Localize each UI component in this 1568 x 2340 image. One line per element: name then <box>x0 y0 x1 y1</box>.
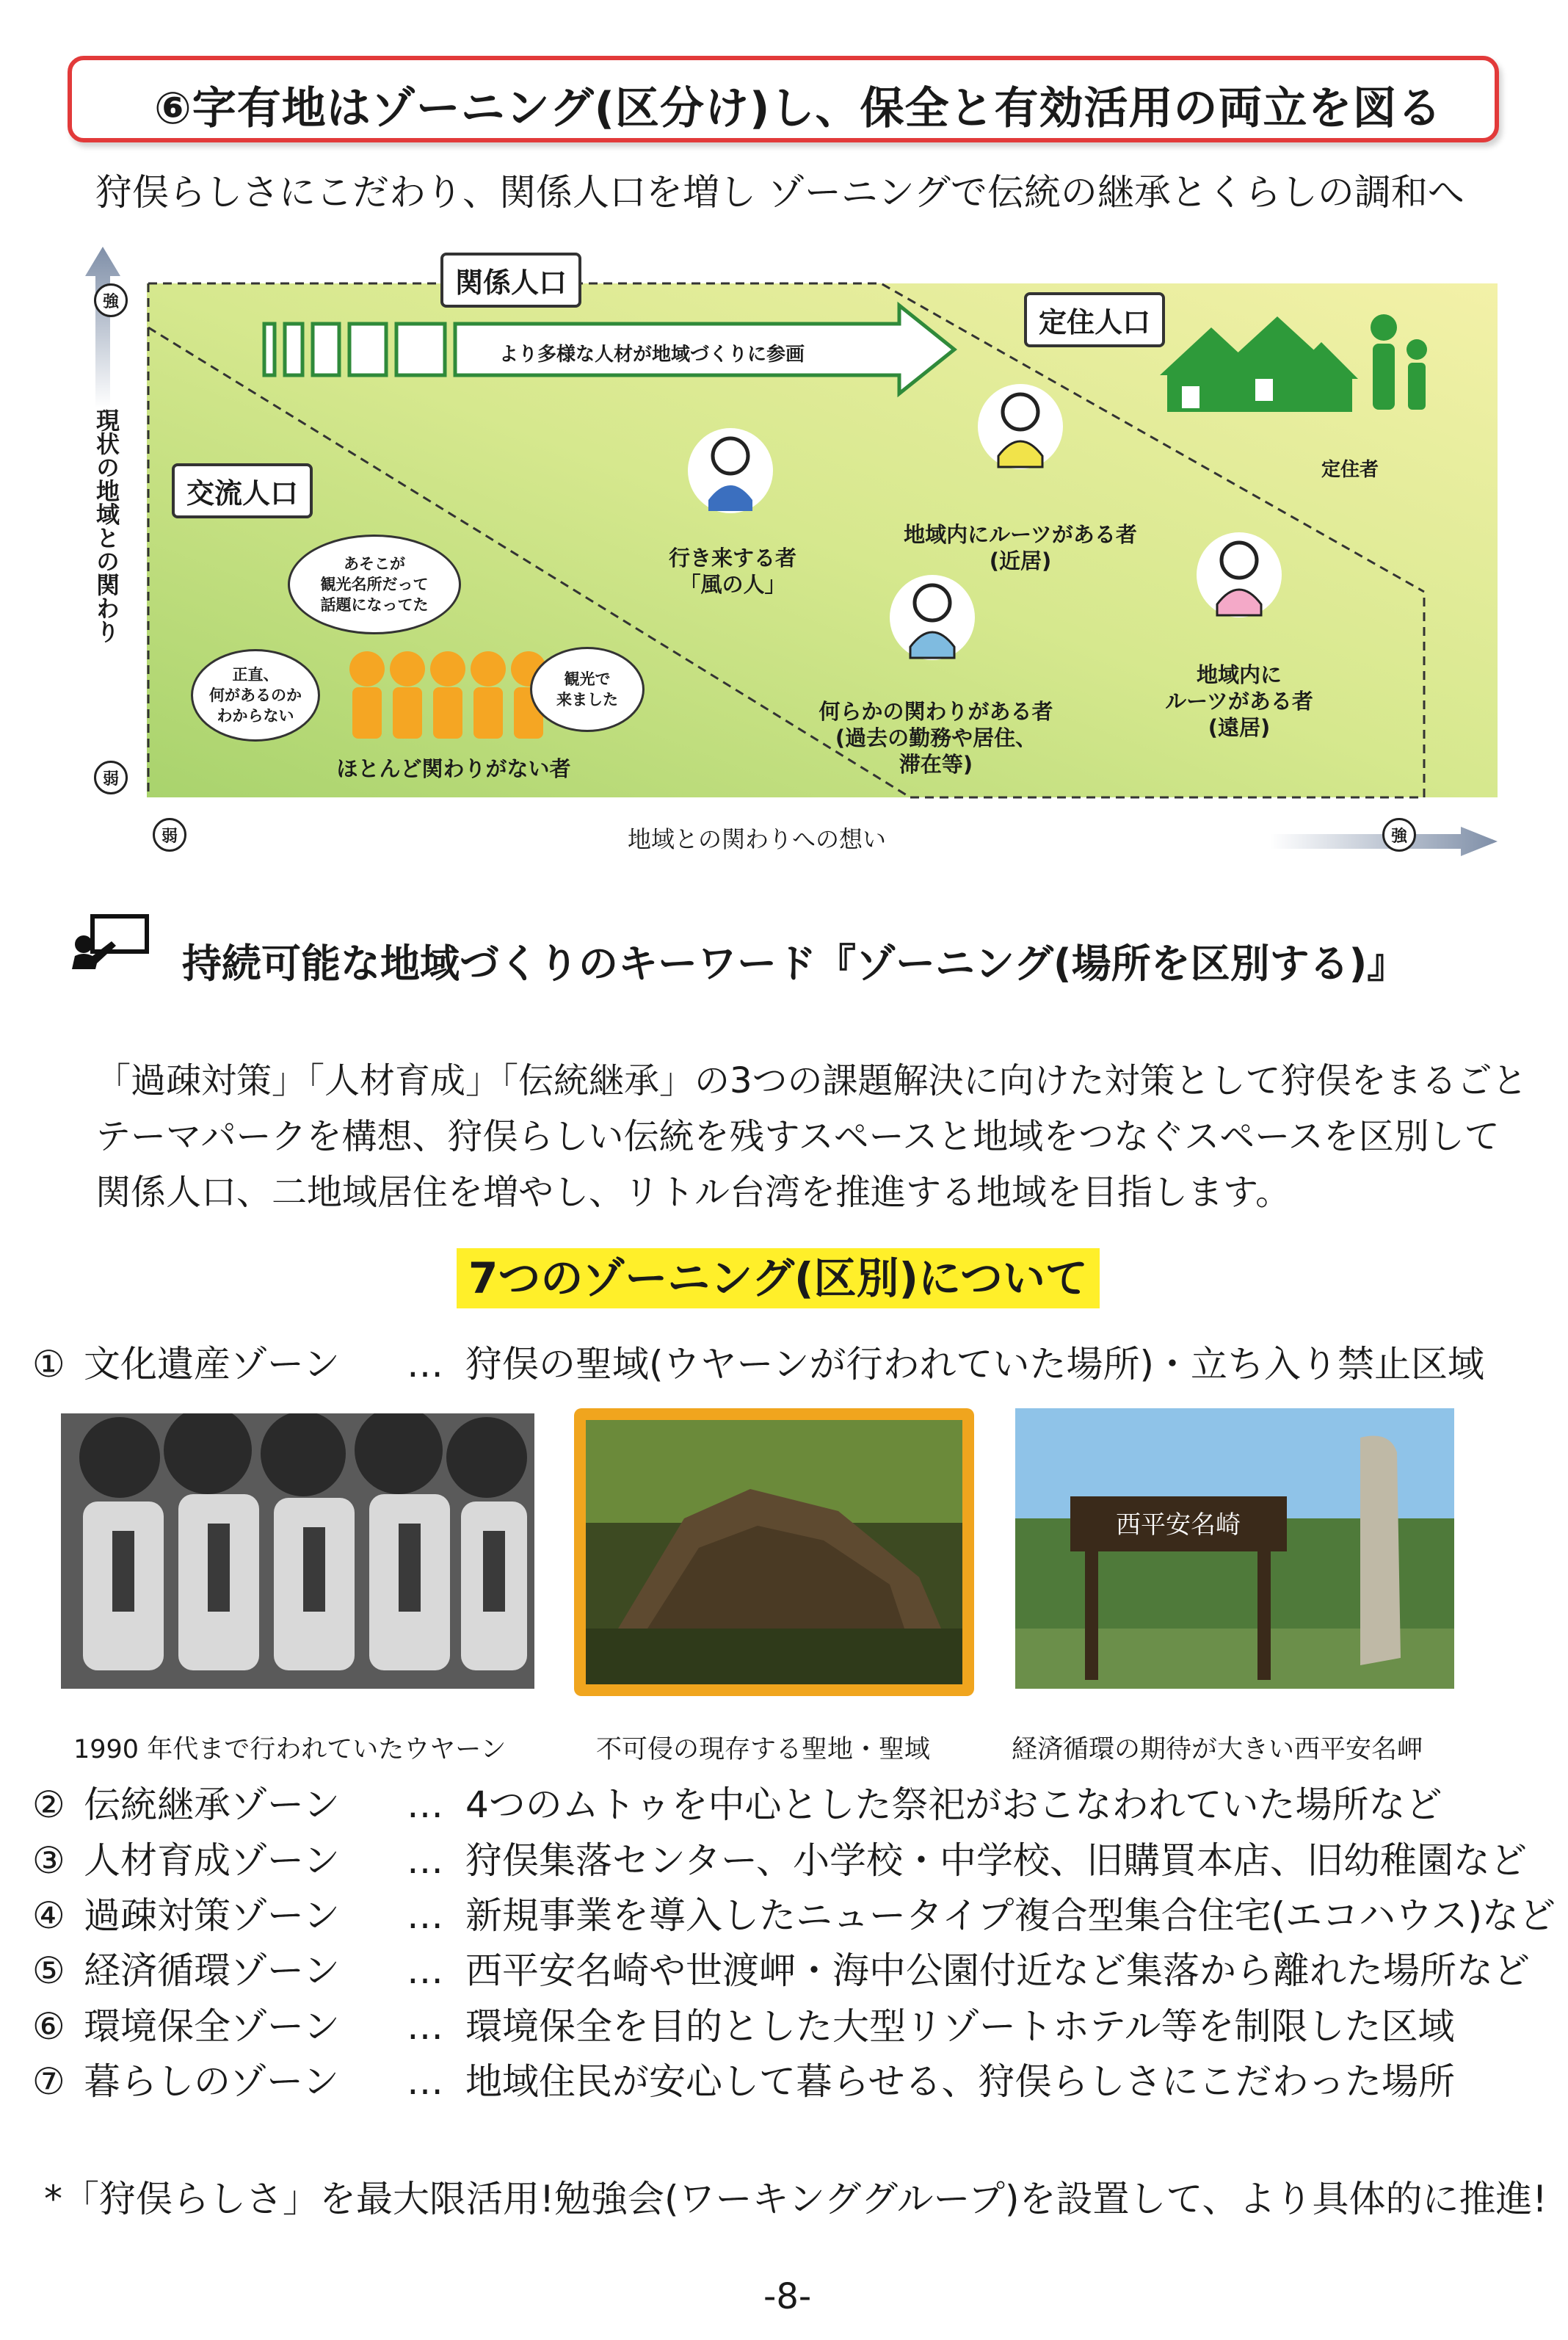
person-roots-near <box>978 384 1063 469</box>
population-diagram <box>81 247 1498 878</box>
photo-sanctuary <box>574 1408 974 1696</box>
paragraph-line-1: 「過疎対策」「人材育成」「伝統継承」の3つの課題解決に向けた対策として狩俣をまるごと <box>95 1060 1528 1101</box>
zone-dots: … <box>407 2005 443 2048</box>
y-weak-mark: 弱 <box>94 761 128 794</box>
some-relation-label: 何らかの関わりがある者 (過去の勤務や居住、 滞在等) <box>819 699 1053 777</box>
zone-dots: … <box>407 1783 443 1826</box>
x-axis-label: 地域との関わりへの想い <box>628 825 887 853</box>
zone-item-6 <box>32 1997 1455 2050</box>
paragraph-line-3: 関係人口、二地域居住を増やし、リトル台湾を推進する地域を目指します。 <box>95 1172 1291 1213</box>
x-strong-mark: 強 <box>1382 818 1416 852</box>
bubble-sightseeing: 観光で 来ました <box>530 647 645 732</box>
zone-dots: … <box>407 1894 443 1937</box>
zoning-heading: 7つのゾーニング(区別)について <box>457 1248 1100 1308</box>
zone-name: 文化遺産ゾーン <box>84 1343 340 1385</box>
visitor-label: 行き来する者 「風の人」 <box>668 546 796 597</box>
roots-far-label: 地域内に ルーツがある者 (遠居) <box>1165 662 1313 740</box>
zone-number: ⑥ <box>32 2005 65 2048</box>
zone-name: 人材育成ゾーン <box>84 1839 340 1882</box>
photo-caption-3: 経済循環の期待が大きい西平安名岬 <box>1012 1735 1423 1764</box>
zone-number: ⑦ <box>32 2060 65 2103</box>
y-strong-mark: 強 <box>94 283 128 317</box>
keyword-heading: 持続可能な地域づくりのキーワード『ゾーニング(場所を区別する)』 <box>182 941 1407 987</box>
exchange-population-label: 交流人口 <box>172 463 313 518</box>
zone-description: 狩俣集落センター、小学校・中学校、旧購買本店、旧幼稚園など <box>465 1839 1527 1882</box>
zone-number: ③ <box>32 1839 65 1882</box>
zone-item-5 <box>32 1941 1530 1994</box>
zone-description: 環境保全を目的とした大型リゾートホテル等を制限した区域 <box>465 2005 1455 2048</box>
zone-name: 環境保全ゾーン <box>84 2005 340 2048</box>
zone-description: 地域住民が安心して暮らせる、狩俣らしさにこだわった場所 <box>465 2060 1455 2103</box>
zone-description: 4つのムトゥを中心とした祭祀がおこなわれていた場所など <box>465 1783 1442 1826</box>
subtitle: 狩俣らしさにこだわり、関係人口を増し ゾーニングで伝統の継承とくらしの調和へ <box>95 171 1464 214</box>
zone-item-3 <box>32 1831 1527 1884</box>
relation-population-label: 関係人口 <box>440 253 581 308</box>
settled-population-label: 定住人口 <box>1024 292 1165 347</box>
zone-number: ② <box>32 1783 65 1826</box>
zone-description: 新規事業を導入したニュータイプ複合型集合住宅(エコハウス)など <box>465 1894 1556 1937</box>
zone-dots: … <box>407 1949 443 1992</box>
paragraph-line-2: テーマパークを構想、狩俣らしい伝統を残すスペースと地域をつなぐスペースを区別して <box>95 1116 1500 1157</box>
cape-sign-text: 西平安名崎 <box>1116 1512 1241 1539</box>
zone-item-1 <box>32 1335 1484 1388</box>
person-roots-far <box>1197 532 1282 617</box>
zone-description: 西平安名崎や世渡岬・海中公園付近など集落から離れた場所など <box>465 1949 1530 1992</box>
participation-arrow-label: より多様な人材が地域づくりに参画 <box>499 344 805 366</box>
little-relation-label: ほとんど関わりがない者 <box>336 756 571 781</box>
crowd-icons <box>349 651 546 739</box>
photo-caption-2: 不可侵の現存する聖地・聖域 <box>596 1735 931 1764</box>
y-axis-label: 現状の地域との関わり <box>92 408 120 643</box>
roots-near-label: 地域内にルーツがある者 (近居) <box>904 522 1137 573</box>
zone-number: ⑤ <box>32 1949 65 1992</box>
footnote: *「狩俣らしさ」を最大限活用!勉強会(ワーキンググループ)を設置して、より具体的に推進! <box>44 2178 1547 2220</box>
zone-description: 狩俣の聖域(ウヤーンが行われていた場所)・立ち入り禁止区域 <box>465 1343 1485 1385</box>
zone-item-7 <box>32 2052 1455 2105</box>
y-axis-arrow <box>85 247 120 408</box>
zone-name: 経済循環ゾーン <box>84 1949 340 1992</box>
bubble-tourist: あそこが 観光名所だって 話題になってた <box>288 535 461 634</box>
presentation-icon <box>70 912 151 971</box>
person-visitor <box>688 428 773 513</box>
photo-cape <box>1015 1408 1454 1689</box>
zone-dots: … <box>407 2060 443 2103</box>
progress-boxes <box>264 324 445 375</box>
page-number: -8- <box>763 2276 812 2317</box>
zone-number: ④ <box>32 1894 65 1937</box>
zone-item-4 <box>32 1886 1556 1939</box>
zone-name: 伝統継承ゾーン <box>84 1783 340 1826</box>
settlers-label: 定住者 <box>1321 459 1379 481</box>
bubble-honest: 正直、 何があるのか わからない <box>191 649 320 742</box>
zone-dots: … <box>407 1343 443 1385</box>
photo-uyaan <box>61 1413 534 1689</box>
zone-dots: … <box>407 1839 443 1882</box>
zone-name: 暮らしのゾーン <box>84 2060 339 2103</box>
zone-item-2 <box>32 1775 1442 1828</box>
page-title: ⑥字有地はゾーニング(区分け)し、保全と有効活用の両立を図る <box>154 83 1442 134</box>
x-weak-mark: 弱 <box>153 818 186 852</box>
photo-caption-1: 1990 年代まで行われていたウヤーン <box>73 1735 507 1764</box>
person-some-relation <box>890 575 975 660</box>
zone-number: ① <box>32 1343 65 1385</box>
zone-name: 過疎対策ゾーン <box>84 1894 340 1937</box>
